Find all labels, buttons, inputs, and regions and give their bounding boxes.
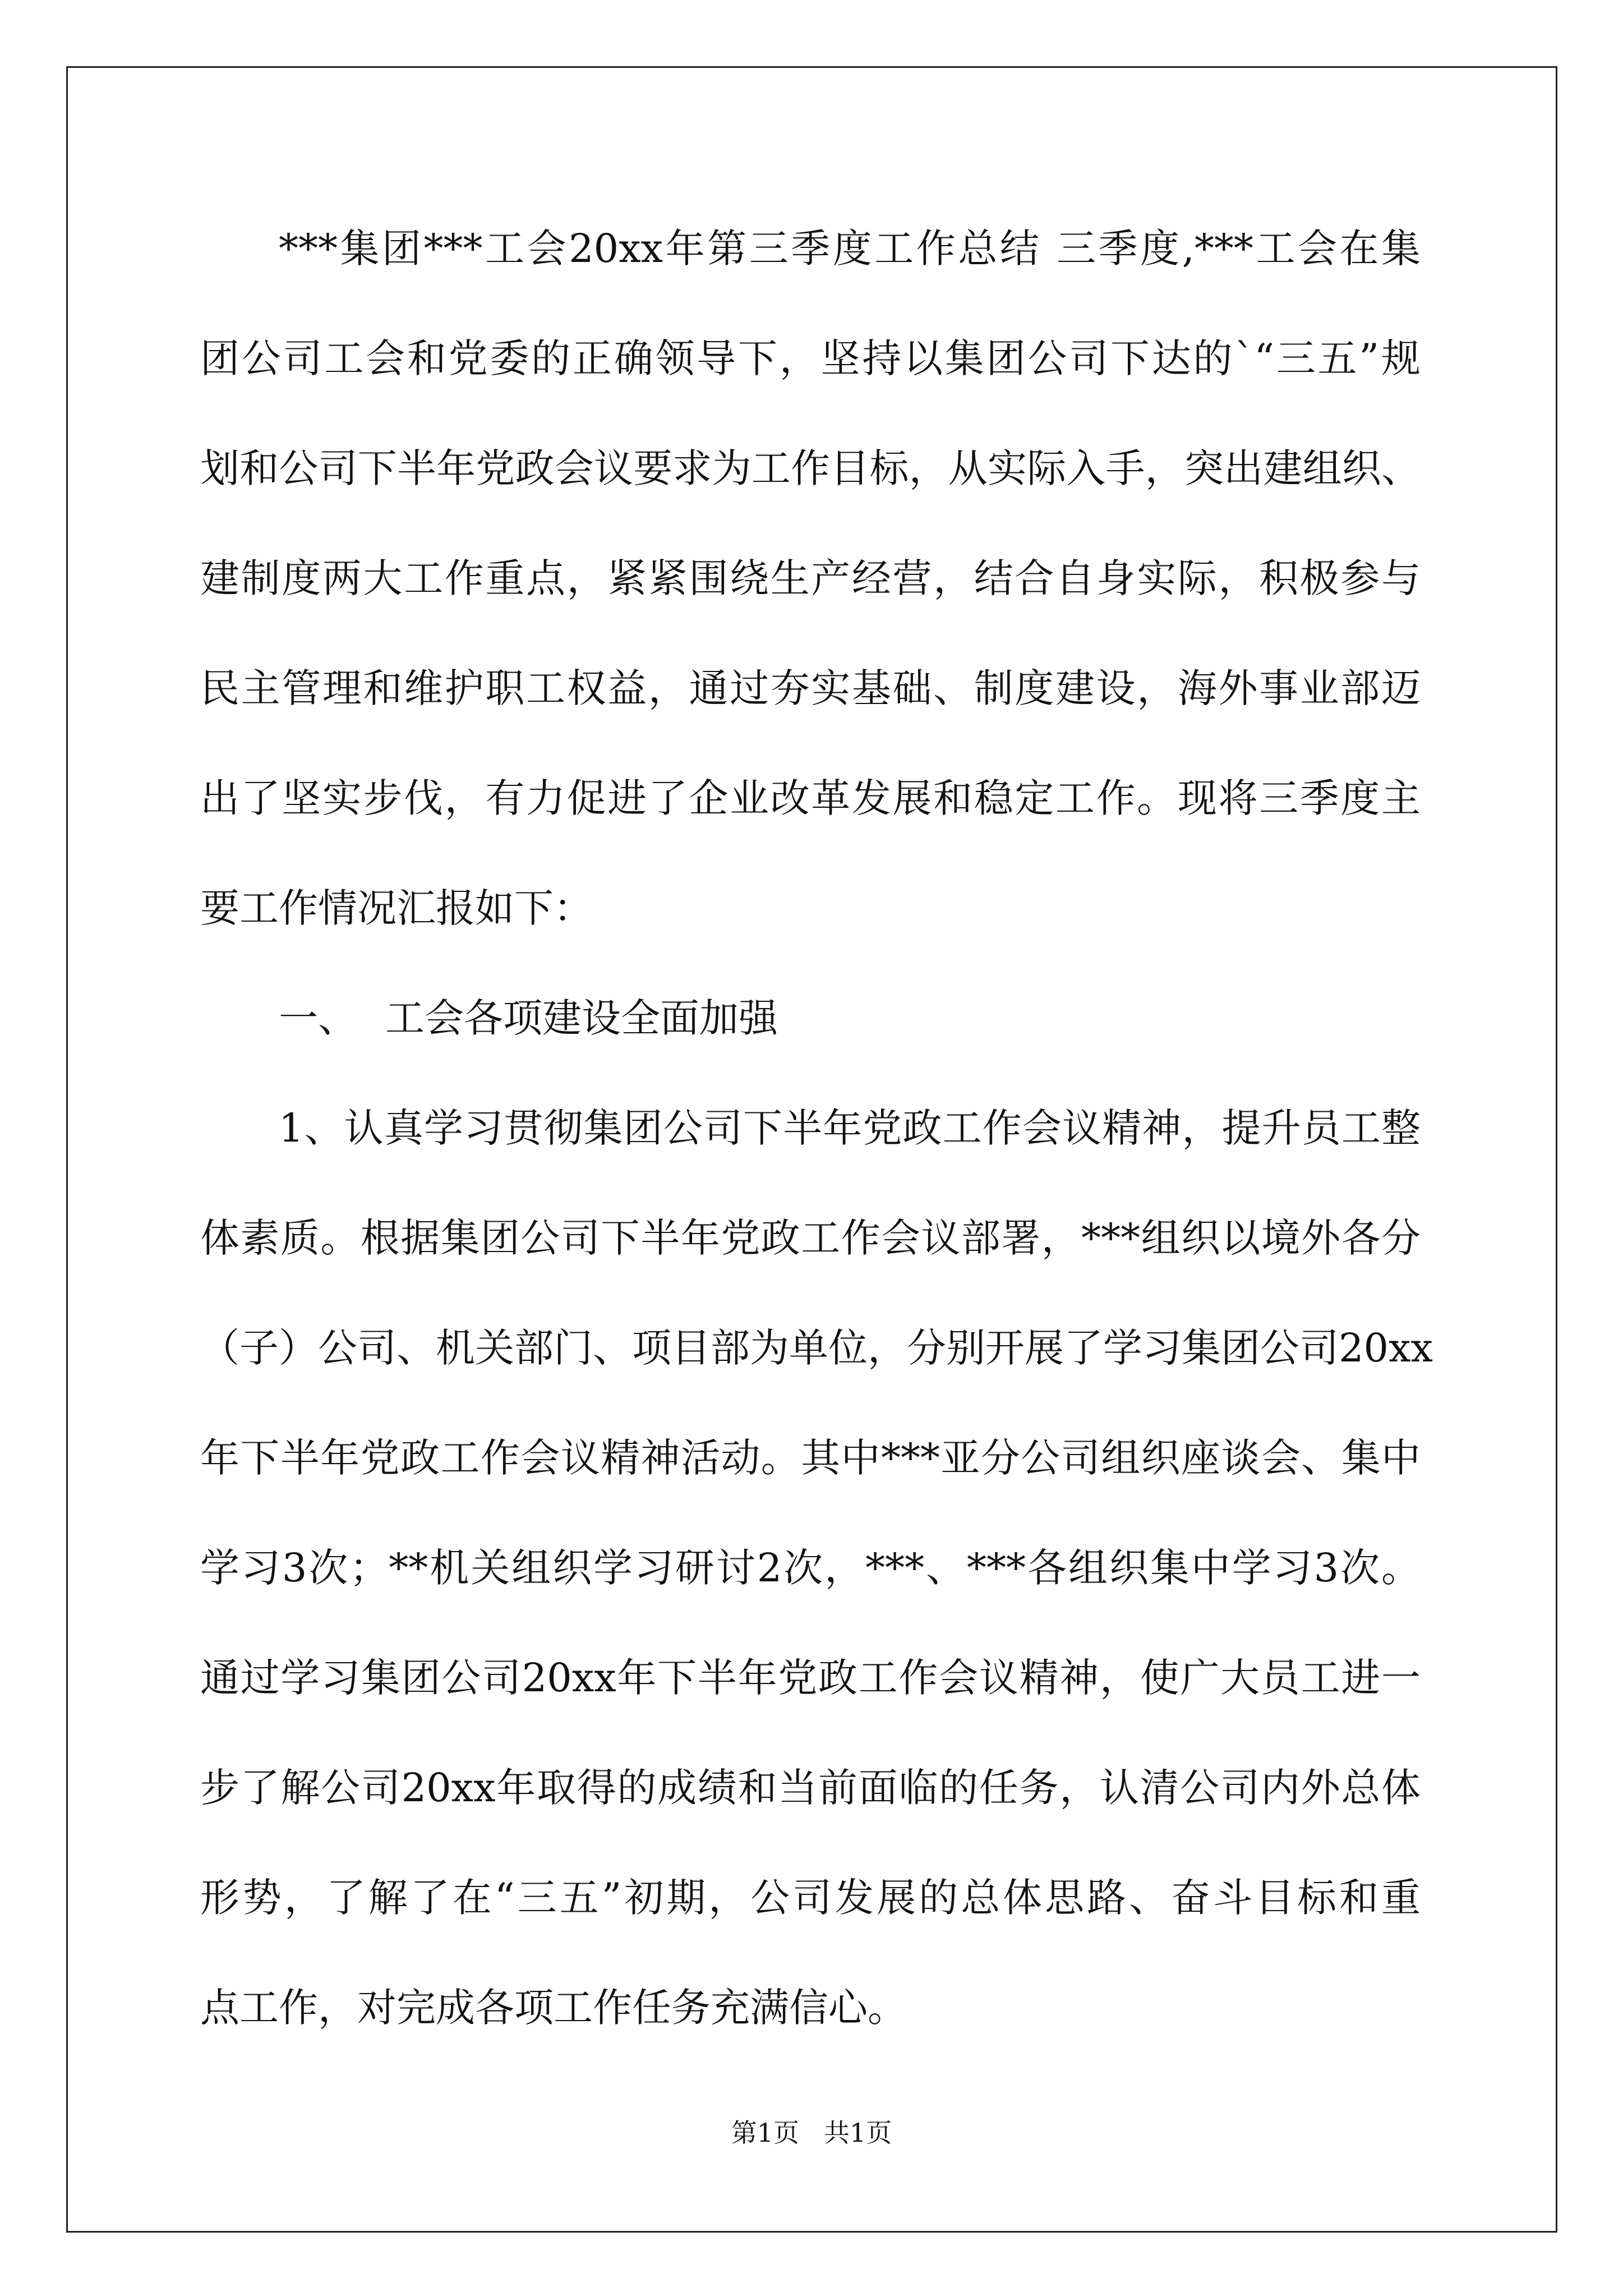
text-line: 通过学习集团公司20xx年下半年党政工作会议精神，使广大员工进一 (200, 1655, 1421, 1701)
text-line: 步了解公司20xx年取得的成绩和当前面临的任务，认清公司内外总体 (200, 1765, 1421, 1811)
text-line: ***集团***工会20xx年第三季度工作总结 三季度,***工会在集 (279, 226, 1421, 272)
page-footer (0, 2116, 1623, 2150)
text-line: 学习3次；**机关组织学习研讨2次，***、***各组织集中学习3次。 (200, 1545, 1421, 1591)
text-line: （子）公司、机关部门、项目部为单位，分别开展了学习集团公司20xx (200, 1325, 1433, 1371)
section-heading (200, 987, 1421, 1097)
text-line: 团公司工会和党委的正确领导下，坚持以集团公司下达的`“三五”规 (200, 335, 1421, 381)
text-line: 建制度两大工作重点，紧紧围绕生产经营，结合自身实际，积极参与 (200, 555, 1421, 601)
text-line: 1、认真学习贯彻集团公司下半年党政工作会议精神，提升员工整 (279, 1105, 1421, 1151)
text-line: 形势，了解了在“三五”初期，公司发展的总体思路、奋斗目标和重 (200, 1875, 1421, 1921)
total-pages-label: 共1页 (824, 2118, 892, 2148)
paragraph-1 (200, 218, 1421, 987)
paragraph-2 (200, 1097, 1433, 2087)
text-line: 体素质。根据集团公司下半年党政工作会议部署，***组织以境外各分 (200, 1215, 1421, 1261)
text-line: 划和公司下半年党政会议要求为工作目标，从实际入手，突出建组织、 (200, 445, 1421, 491)
section-heading-number: 一、 (279, 995, 357, 1041)
document-body (200, 218, 1433, 2087)
section-heading-text: 工会各项建设全面加强 (385, 995, 778, 1041)
text-line: 出了坚实步伐，有力促进了企业改革发展和稳定工作。现将三季度主 (200, 775, 1421, 821)
text-line: 年下半年党政工作会议精神活动。其中***亚分公司组织座谈会、集中 (200, 1435, 1421, 1481)
text-line: 点工作，对完成各项工作任务充满信心。 (200, 1985, 907, 2031)
current-page-label: 第1页 (731, 2118, 799, 2148)
text-line: 民主管理和维护职工权益，通过夯实基础、制度建设，海外事业部迈 (200, 665, 1421, 711)
text-line: 要工作情况汇报如下： (200, 885, 593, 931)
